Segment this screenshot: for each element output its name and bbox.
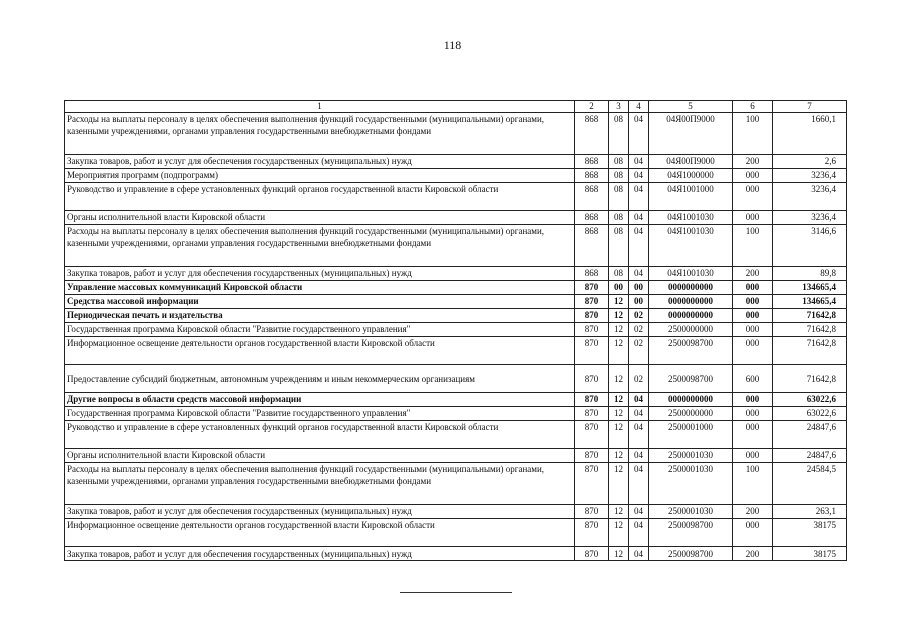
cell-vr: 000 <box>733 183 773 211</box>
cell-ved: 870 <box>575 365 609 393</box>
table-header-row <box>65 101 847 113</box>
cell-sum: 3146,6 <box>773 225 847 267</box>
cell-ved: 870 <box>575 547 609 561</box>
cell-vr: 000 <box>733 449 773 463</box>
cell-rz: 12 <box>609 463 629 505</box>
cell-ved: 870 <box>575 407 609 421</box>
cell-name: Закупка товаров, работ и услуг для обеспечения государственных (муниципальных) нужд <box>65 155 575 169</box>
cell-sum: 71642,8 <box>773 365 847 393</box>
cell-sum: 24847,6 <box>773 421 847 449</box>
page-number: 118 <box>443 38 462 52</box>
cell-ved: 870 <box>575 323 609 337</box>
cell-name: Предоставление субсидий бюджетным, автономным учреждениям и иным некоммерческим организациям <box>65 365 575 393</box>
cell-vr: 000 <box>733 281 773 295</box>
cell-pr: 04 <box>629 183 649 211</box>
cell-sum: 24847,6 <box>773 449 847 463</box>
cell-name: Другие вопросы в области средств массовой информации <box>65 393 575 407</box>
cell-vr: 200 <box>733 155 773 169</box>
table-row <box>65 225 847 267</box>
cell-rz: 12 <box>609 365 629 393</box>
cell-pr: 04 <box>629 407 649 421</box>
table-row <box>65 113 847 155</box>
cell-pr: 04 <box>629 421 649 449</box>
cell-ved: 870 <box>575 309 609 323</box>
header-cell: 3 <box>609 101 629 113</box>
cell-ved: 868 <box>575 211 609 225</box>
cell-vr: 000 <box>733 337 773 365</box>
cell-csr: 04Я00П9000 <box>649 155 733 169</box>
table-row <box>65 449 847 463</box>
cell-sum: 134665,4 <box>773 281 847 295</box>
cell-name: Периодическая печать и издательства <box>65 309 575 323</box>
cell-sum: 63022,6 <box>773 407 847 421</box>
cell-rz: 12 <box>609 519 629 547</box>
cell-ved: 868 <box>575 183 609 211</box>
cell-rz: 00 <box>609 281 629 295</box>
cell-name: Управление массовых коммуникаций Кировской области <box>65 281 575 295</box>
cell-ved: 868 <box>575 113 609 155</box>
header-cell: 4 <box>629 101 649 113</box>
cell-vr: 600 <box>733 365 773 393</box>
cell-ved: 870 <box>575 505 609 519</box>
cell-csr: 04Я1001000 <box>649 183 733 211</box>
cell-rz: 12 <box>609 295 629 309</box>
cell-pr: 02 <box>629 309 649 323</box>
table-row <box>65 169 847 183</box>
cell-pr: 04 <box>629 225 649 267</box>
cell-vr: 000 <box>733 169 773 183</box>
cell-pr: 04 <box>629 169 649 183</box>
cell-rz: 08 <box>609 169 629 183</box>
header-cell: 6 <box>733 101 773 113</box>
table-row <box>65 393 847 407</box>
cell-name: Закупка товаров, работ и услуг для обеспечения государственных (муниципальных) нужд <box>65 547 575 561</box>
cell-name: Средства массовой информации <box>65 295 575 309</box>
cell-csr: 2500001000 <box>649 421 733 449</box>
cell-rz: 12 <box>609 505 629 519</box>
cell-sum: 3236,4 <box>773 183 847 211</box>
cell-ved: 868 <box>575 267 609 281</box>
cell-rz: 08 <box>609 211 629 225</box>
cell-ved: 870 <box>575 449 609 463</box>
table-row <box>65 365 847 393</box>
cell-rz: 12 <box>609 393 629 407</box>
cell-vr: 100 <box>733 225 773 267</box>
cell-pr: 04 <box>629 113 649 155</box>
cell-vr: 200 <box>733 267 773 281</box>
cell-sum: 1660,1 <box>773 113 847 155</box>
cell-pr: 02 <box>629 365 649 393</box>
cell-csr: 04Я1000000 <box>649 169 733 183</box>
cell-name: Информационное освещение деятельности органов государственной власти Кировской области <box>65 337 575 365</box>
cell-vr: 000 <box>733 519 773 547</box>
cell-vr: 100 <box>733 113 773 155</box>
footer-divider <box>400 592 512 593</box>
cell-name: Органы исполнительной власти Кировской области <box>65 211 575 225</box>
cell-rz: 08 <box>609 225 629 267</box>
cell-sum: 71642,8 <box>773 323 847 337</box>
cell-sum: 71642,8 <box>773 337 847 365</box>
cell-csr: 04Я1001030 <box>649 225 733 267</box>
cell-ved: 870 <box>575 519 609 547</box>
cell-name: Руководство и управление в сфере установленных функций органов государственной власти Кировской области <box>65 183 575 211</box>
header-cell: 2 <box>575 101 609 113</box>
cell-pr: 00 <box>629 295 649 309</box>
table-row <box>65 267 847 281</box>
cell-csr: 2500098700 <box>649 519 733 547</box>
cell-csr: 04Я1001030 <box>649 267 733 281</box>
cell-name: Расходы на выплаты персоналу в целях обеспечения выполнения функций государственными (муниципальными) органами, казенными учреждениями, органами управления государственными внебюджетными фондами <box>65 463 575 505</box>
table-row <box>65 281 847 295</box>
cell-sum: 263,1 <box>773 505 847 519</box>
cell-ved: 870 <box>575 295 609 309</box>
table-row <box>65 211 847 225</box>
cell-name: Информационное освещение деятельности органов государственной власти Кировской области <box>65 519 575 547</box>
cell-rz: 08 <box>609 155 629 169</box>
table-row <box>65 463 847 505</box>
table-row <box>65 505 847 519</box>
table-row <box>65 323 847 337</box>
table-row <box>65 421 847 449</box>
cell-rz: 08 <box>609 267 629 281</box>
cell-pr: 04 <box>629 155 649 169</box>
cell-csr: 0000000000 <box>649 309 733 323</box>
cell-rz: 08 <box>609 113 629 155</box>
cell-sum: 2,6 <box>773 155 847 169</box>
cell-ved: 870 <box>575 463 609 505</box>
cell-sum: 3236,4 <box>773 211 847 225</box>
cell-sum: 38175 <box>773 547 847 561</box>
cell-sum: 63022,6 <box>773 393 847 407</box>
cell-name: Государственная программа Кировской области "Развитие государственного управления" <box>65 323 575 337</box>
cell-rz: 12 <box>609 309 629 323</box>
cell-csr: 2500001030 <box>649 463 733 505</box>
cell-csr: 2500001030 <box>649 505 733 519</box>
cell-rz: 12 <box>609 337 629 365</box>
cell-rz: 12 <box>609 421 629 449</box>
cell-vr: 000 <box>733 309 773 323</box>
cell-name: Закупка товаров, работ и услуг для обеспечения государственных (муниципальных) нужд <box>65 267 575 281</box>
cell-vr: 000 <box>733 407 773 421</box>
cell-vr: 000 <box>733 421 773 449</box>
cell-name: Мероприятия программ (подпрограмм) <box>65 169 575 183</box>
table-row <box>65 309 847 323</box>
cell-rz: 08 <box>609 183 629 211</box>
cell-ved: 868 <box>575 155 609 169</box>
cell-sum: 38175 <box>773 519 847 547</box>
cell-csr: 04Я00П9000 <box>649 113 733 155</box>
cell-name: Расходы на выплаты персоналу в целях обеспечения выполнения функций государственными (муниципальными) органами, казенными учреждениями, органами управления государственными внебюджетными фондами <box>65 225 575 267</box>
header-cell: 5 <box>649 101 733 113</box>
cell-csr: 2500000000 <box>649 407 733 421</box>
cell-csr: 2500098700 <box>649 337 733 365</box>
table-body <box>65 101 847 561</box>
table-row <box>65 519 847 547</box>
cell-rz: 12 <box>609 323 629 337</box>
cell-pr: 04 <box>629 211 649 225</box>
cell-rz: 12 <box>609 547 629 561</box>
cell-name: Органы исполнительной власти Кировской области <box>65 449 575 463</box>
cell-pr: 00 <box>629 281 649 295</box>
cell-csr: 2500098700 <box>649 547 733 561</box>
cell-sum: 24584,5 <box>773 463 847 505</box>
cell-ved: 870 <box>575 337 609 365</box>
cell-csr: 2500001030 <box>649 449 733 463</box>
cell-sum: 71642,8 <box>773 309 847 323</box>
cell-vr: 000 <box>733 323 773 337</box>
cell-csr: 0000000000 <box>649 295 733 309</box>
cell-pr: 04 <box>629 519 649 547</box>
cell-pr: 04 <box>629 505 649 519</box>
table-row <box>65 155 847 169</box>
table-row <box>65 183 847 211</box>
cell-sum: 3236,4 <box>773 169 847 183</box>
cell-vr: 200 <box>733 547 773 561</box>
cell-vr: 100 <box>733 463 773 505</box>
cell-name: Государственная программа Кировской области "Развитие государственного управления" <box>65 407 575 421</box>
table-row <box>65 547 847 561</box>
cell-pr: 04 <box>629 547 649 561</box>
cell-vr: 000 <box>733 393 773 407</box>
cell-pr: 04 <box>629 393 649 407</box>
cell-vr: 200 <box>733 505 773 519</box>
cell-csr: 2500000000 <box>649 323 733 337</box>
cell-csr: 04Я1001030 <box>649 211 733 225</box>
cell-vr: 000 <box>733 295 773 309</box>
cell-csr: 0000000000 <box>649 393 733 407</box>
cell-csr: 0000000000 <box>649 281 733 295</box>
cell-ved: 870 <box>575 393 609 407</box>
cell-rz: 12 <box>609 407 629 421</box>
cell-ved: 870 <box>575 421 609 449</box>
cell-pr: 02 <box>629 323 649 337</box>
cell-pr: 02 <box>629 337 649 365</box>
cell-name: Руководство и управление в сфере установленных функций органов государственной власти Кировской области <box>65 421 575 449</box>
cell-ved: 870 <box>575 281 609 295</box>
cell-sum: 134665,4 <box>773 295 847 309</box>
cell-name: Расходы на выплаты персоналу в целях обеспечения выполнения функций государственными (муниципальными) органами, казенными учреждениями, органами управления государственными внебюджетными фондами <box>65 113 575 155</box>
cell-vr: 000 <box>733 211 773 225</box>
table-row <box>65 295 847 309</box>
table-row <box>65 337 847 365</box>
cell-name: Закупка товаров, работ и услуг для обеспечения государственных (муниципальных) нужд <box>65 505 575 519</box>
header-cell: 7 <box>773 101 847 113</box>
table-row <box>65 407 847 421</box>
header-cell: 1 <box>65 101 575 113</box>
cell-rz: 12 <box>609 449 629 463</box>
cell-ved: 868 <box>575 169 609 183</box>
cell-sum: 89,8 <box>773 267 847 281</box>
cell-ved: 868 <box>575 225 609 267</box>
cell-csr: 2500098700 <box>649 365 733 393</box>
cell-pr: 04 <box>629 449 649 463</box>
budget-table <box>64 100 847 561</box>
cell-pr: 04 <box>629 267 649 281</box>
cell-pr: 04 <box>629 463 649 505</box>
